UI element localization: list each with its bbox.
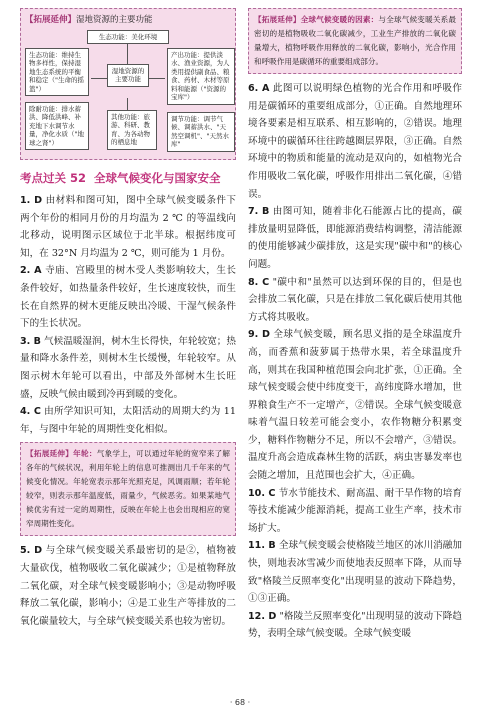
answer-number: 11. B bbox=[248, 540, 276, 552]
answer-number: 2. A bbox=[20, 265, 42, 277]
node-left-ecology: 生态功能：维持生物多样性，保持湿地生态系统的平衡和稳定（"生命的摇篮"） bbox=[25, 48, 89, 96]
answer-number: 1. D bbox=[20, 195, 43, 206]
node-other-functions: 其他功能：旅游、科研、教育、为各动物的栖息地 bbox=[107, 110, 157, 150]
connector-line bbox=[149, 78, 165, 79]
answer-item bbox=[248, 608, 462, 643]
diagram-title-text: 湿地资源的主要功能 bbox=[76, 15, 153, 25]
connector-line bbox=[127, 42, 128, 64]
extension-box-warming bbox=[248, 8, 462, 74]
right-column bbox=[248, 8, 462, 643]
connector-line bbox=[127, 98, 128, 110]
answer-item bbox=[248, 537, 462, 607]
node-right-production: 产出功能：提供淡水、渔业资源，为人类用提供副食品、粮食、药材、木材等原料和能源（"资源的宝库"） bbox=[167, 48, 235, 105]
answer-number: 4. C bbox=[20, 406, 41, 418]
answer-item bbox=[20, 333, 236, 403]
left-column bbox=[20, 8, 236, 630]
answer-item bbox=[248, 274, 462, 327]
node-center: 湿地资源的主要功能 bbox=[107, 64, 149, 87]
answer-number: 5. D bbox=[20, 545, 43, 557]
answer-number: 9. D bbox=[248, 329, 270, 341]
extension-tag: 【拓展延伸】年轮： bbox=[26, 449, 97, 459]
answer-number: 7. B bbox=[248, 206, 270, 218]
connector-line bbox=[91, 78, 107, 79]
section-label: 考点过关 52 bbox=[20, 171, 87, 185]
answer-number: 8. C bbox=[248, 276, 270, 288]
answer-number: 10. C bbox=[248, 487, 276, 499]
node-right-regulation: 调节功能：调节气候、调蓄洪水、"天然空调机"、"天然水库" bbox=[167, 112, 235, 152]
page-number: · 68 · bbox=[229, 698, 251, 707]
diagram-title bbox=[25, 13, 231, 25]
extension-text: 气象学上，可以通过年轮的宽窄来了解各年的气候状况，利用年轮上的信息可推测出几千年来的气候变化情况。年轮宽表示那年光照充足，风调雨顺；若年轮较窄，则表示那年温度低，雨量少，气候恶劣。如果某地气候优劣有过一定的周期性，反映在年轮上也会出现相应的宽窄周期性变化。 bbox=[26, 449, 231, 529]
answer-item bbox=[248, 80, 462, 203]
answer-text: 全球气候变暖会使格陵兰地区的冰川消融加快，则地表冰雪减少而使地表反照率下降，从而导致"格陵兰反照率变化"出现明显的波动下降趋势，①③正确。 bbox=[248, 540, 462, 605]
answer-item bbox=[20, 542, 236, 630]
answer-text: 与全球气候变暖关系最密切的是②，植物被大量砍伐，植物吸收二氧化碳减少；①是植物释放二氧化碳，对全球气候变暖影响小；③是动物呼吸释放二氧化碳，影响小；④是工业生产等排放的二氧化碳量较大，与全球气候变暖关系也较为密切。 bbox=[20, 545, 237, 627]
section-topic: 全球气候变化与国家安全 bbox=[94, 171, 221, 185]
answer-number: 12. D bbox=[248, 610, 277, 622]
extension-box-tree-rings bbox=[20, 442, 236, 536]
answer-text: "格陵兰反照率变化"出现明显的波动下降趋势，表明全球气候变暖。全球气候变暖 bbox=[248, 610, 462, 640]
answer-text: 此图可以说明绿色植物的光合作用和呼吸作用是碳循环的重要组成部分，①正确。自然地理环境各要素是相互联系、相互影响的，②错误。地理环境中的碳循环往往跨越圈层界限，③正确。自然环境中的物质和能量的流动是双向的，如植物光合作用吸收二氧化碳，呼吸作用排出二氧化碳，④错误。 bbox=[248, 83, 462, 200]
answer-item bbox=[20, 192, 236, 262]
answer-number: 6. A bbox=[248, 83, 270, 94]
answer-text: 由图可知，随着非化石能源占比的提高，碳排放量明显降低，即能源消费结构调整，清洁能源的使用能够减少碳排放，这是实现"碳中和"的核心问题。 bbox=[248, 206, 462, 270]
answer-text: "碳中和"虽然可以达到环保的目的，但是也会排放二氧化碳，只是在排放二氧化碳后使用其他方式将其吸收。 bbox=[248, 276, 462, 323]
extension-tag: 【拓展延伸】全球气候变暖的因素： bbox=[254, 15, 379, 24]
section-heading bbox=[20, 170, 236, 186]
node-top: 生态功能：美化环境 bbox=[87, 30, 169, 44]
diagram-tag: 【拓展延伸】 bbox=[25, 15, 77, 25]
answer-text: 节水节能技术、耐高温、耐干旱作物的培育等技术能减少能源消耗，提高工业生产率，技术市场扩大。 bbox=[248, 487, 462, 534]
extension-text: 与全球气候变暖关系最密切的是植物吸收二氧化碳减少，工业生产排放的二氧化碳量增大，植物呼吸作用释放的二氧化碳，影响小，光合作用和呼吸作用是碳循环的重要组成部分。 bbox=[254, 15, 457, 66]
wetland-diagram-box bbox=[20, 8, 236, 160]
answer-text: 由所学知识可知，太阳活动的周期大约为 11 年，与图中年轮的周期性变化相似。 bbox=[20, 406, 236, 435]
answer-text: 气候温暖湿润，树木生长得快，年轮较宽；热量和降水条件差，则树木生长缓慢，年轮较窄。从图示树木年轮可以看出，中部及外部树木生长旺盛，反映气候由暖到冷再到暖的变化。 bbox=[20, 335, 236, 400]
answer-item bbox=[248, 203, 462, 273]
answer-text: 由材料和图可知，图中全球气候变暖条件下两个年份的相同月份的月均温为 2 ℃ 的等温线向北移动，说明图示区域位于北半球。根据纬度可知，在 32°N 月均温为 2 ℃，则可能为 1 月份。 bbox=[20, 195, 237, 259]
answer-text: 全球气候变暖，顾名思义指的是全球温度升高，而香蕉和菠萝属于热带水果，若全球温度升高，则其在我国种植范围会向北扩张，①正确。全球气候变暖会使中纬度变干，高纬度降水增加，世界粮食生产不一定增产，②错误。全球气候变暖意味着气温日较差可能会变小，农作物糖分积累变少，糖料作物糖分不足，所以不会增产，③错误。温度升高会造成森林生物的活跃，病虫害暴发率也会随之增加，且范围也会扩大，④正确。 bbox=[248, 329, 462, 482]
answer-item bbox=[20, 403, 236, 438]
answer-item bbox=[248, 326, 462, 484]
wetland-diagram bbox=[25, 28, 231, 156]
answer-number: 3. B bbox=[20, 335, 41, 347]
answer-item bbox=[20, 262, 236, 332]
answer-text: 寺庙、宫殿里的树木受人类影响较大，生长条件较好，如热量条件较好，生长速度较快，而生长在自然界的树木更能反映出冷暖、干湿气候条件下的生长状况。 bbox=[20, 265, 236, 330]
node-left-flood: 除耐功能：排水蓄洪、降低洪峰、补充地下水调节水量，净化水质（"地球之肾"） bbox=[25, 102, 89, 150]
answer-item bbox=[248, 485, 462, 538]
